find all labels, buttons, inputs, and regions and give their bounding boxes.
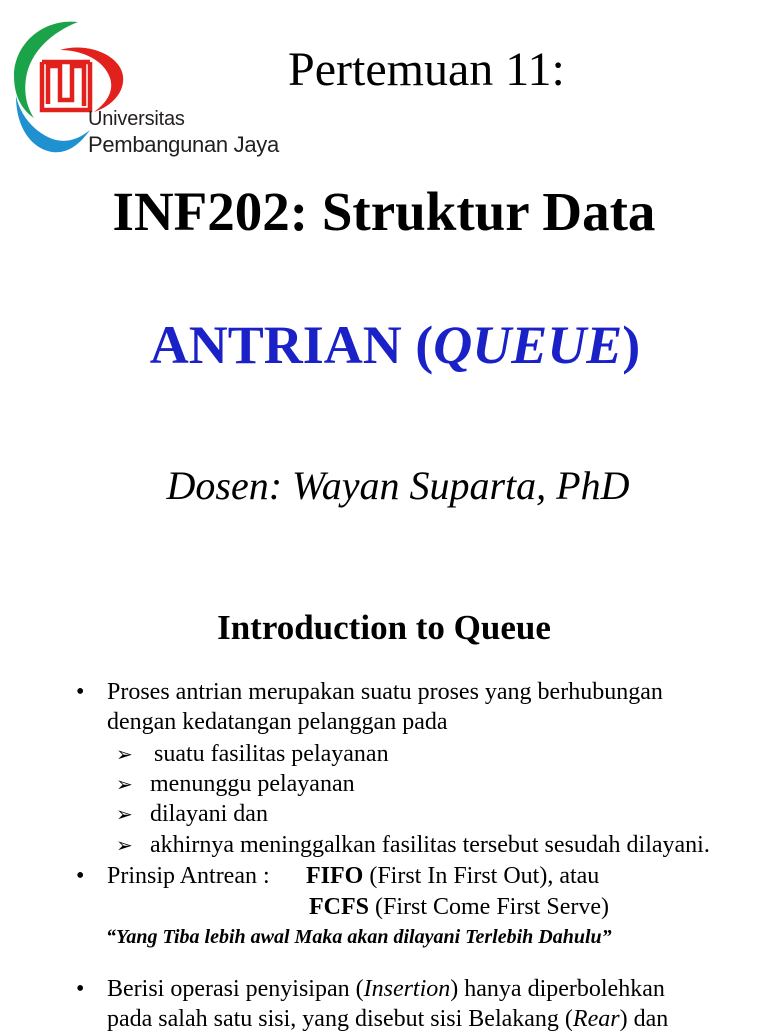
logo-university-name: Pembangunan Jaya: [88, 132, 279, 157]
fcfs-term: FCFS: [309, 894, 369, 920]
principle-fcfs: [309, 892, 609, 922]
bullet-marker: •: [76, 863, 85, 889]
sub-item-4: akhirnya meninggalkan fasilitas tersebut sesudah dilayani.: [150, 832, 710, 858]
fcfs-description: (First Come First Serve): [369, 894, 609, 920]
bullet-1-line-1: Proses antrian merupakan suatu proses yang berhubungan: [107, 679, 663, 705]
arrow-bullet-icon: ➢: [116, 833, 133, 857]
topic-italic: QUEUE: [433, 315, 623, 375]
sub-item-3: dilayani dan: [150, 801, 268, 827]
fifo-description: (First In First Out), atau: [363, 863, 600, 889]
b3-l2-italic: Rear: [572, 1006, 620, 1032]
topic-main: ANTRIAN (: [149, 315, 434, 375]
principle-quote: “Yang Tiba lebih awal Maka akan dilayani Terlebih Dahulu”: [106, 926, 612, 948]
b3-l1-post: ) hanya diperbolehkan: [450, 976, 665, 1002]
bullet-3-line-1: [107, 974, 665, 1004]
sub-item-1: suatu fasilitas pelayanan: [154, 741, 389, 767]
b3-l2-post: ) dan: [619, 1006, 669, 1032]
arrow-bullet-icon: ➢: [116, 802, 133, 826]
sub-item-2: menunggu pelayanan: [150, 771, 355, 797]
meeting-number: Pertemuan 11:: [288, 43, 565, 96]
topic-title: [0, 313, 768, 377]
b3-l1-italic: Insertion: [363, 976, 451, 1002]
arrow-bullet-icon: ➢: [116, 772, 133, 796]
topic-close: ): [622, 315, 641, 375]
bullet-marker: •: [76, 976, 85, 1002]
section-heading: Introduction to Queue: [217, 608, 551, 647]
bullet-marker: •: [76, 679, 85, 705]
bullet-3-line-2: [107, 1004, 668, 1034]
arrow-bullet-icon: ➢: [116, 742, 133, 766]
logo-university-label: Universitas: [88, 108, 185, 130]
bullet-1-line-2: dengan kedatangan pelanggan pada: [107, 709, 448, 735]
principle-label: Prinsip Antrean :: [107, 863, 270, 889]
principle-fifo: [306, 861, 599, 891]
university-logo: [8, 14, 288, 159]
b3-l2-pre: pada salah satu sisi, yang disebut sisi Belakang (: [107, 1006, 573, 1032]
lecturer-name: Dosen: Wayan Suparta, PhD: [166, 463, 630, 508]
fifo-term: FIFO: [306, 863, 364, 889]
course-title: INF202: Struktur Data: [112, 181, 656, 242]
b3-l1-pre: Berisi operasi penyisipan (: [107, 976, 364, 1002]
